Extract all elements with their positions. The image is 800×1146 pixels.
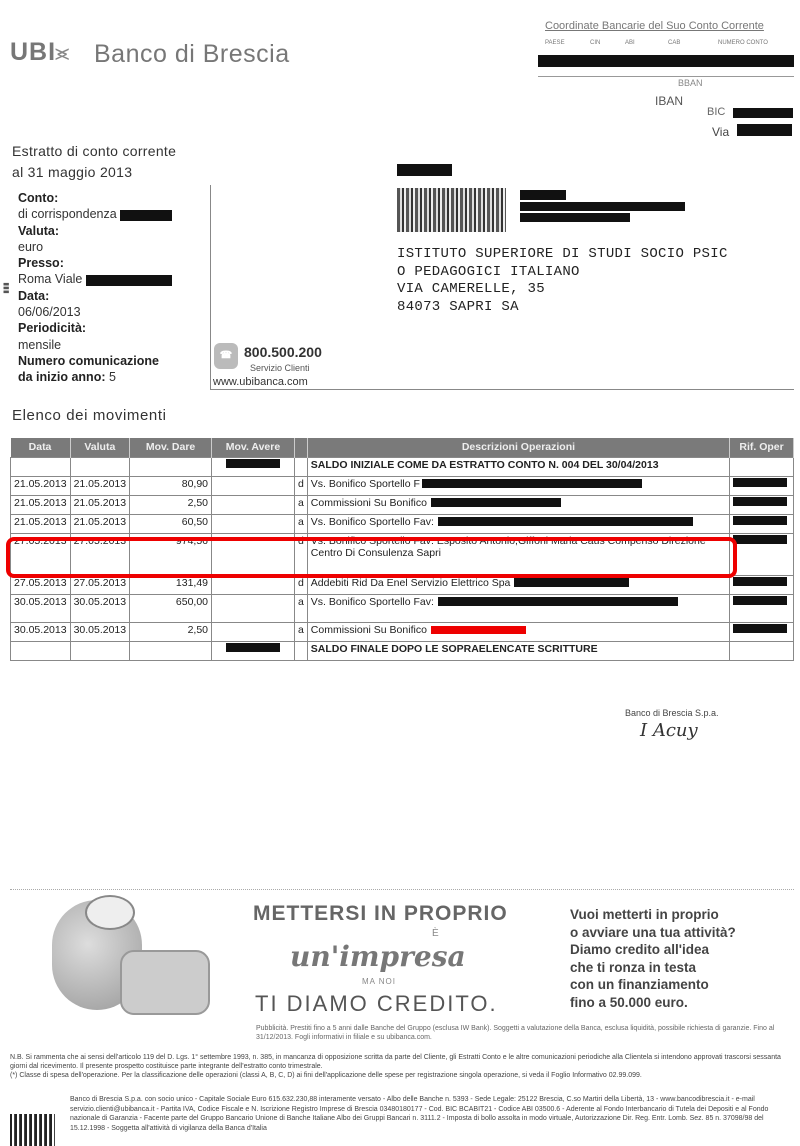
cell-valuta: 30.05.2013 — [70, 594, 130, 622]
address-line: VIA CAMERELLE, 35 — [397, 281, 545, 297]
highlight-box — [6, 537, 737, 578]
cell-data: 30.05.2013 — [11, 622, 71, 641]
ad-line: Diamo credito all'idea — [570, 942, 710, 957]
cell-flag: a — [294, 594, 307, 622]
cell-flag: a — [294, 514, 307, 533]
cell-flag: d — [294, 575, 307, 594]
cell-dare: 2,50 — [130, 622, 212, 641]
cell-flag: a — [294, 622, 307, 641]
qr-code-icon — [10, 1114, 55, 1146]
redacted-opening-balance — [226, 459, 280, 468]
redacted-address-1 — [520, 190, 566, 200]
cell-flag: d — [294, 476, 307, 495]
redacted-presso — [86, 275, 172, 286]
cell-valuta: 27.05.2013 — [70, 575, 130, 594]
field-label-presso: Presso: — [18, 256, 64, 271]
cell-avere — [212, 594, 295, 622]
cell-desc: Commissioni Su Bonifico — [307, 622, 729, 641]
info-bottom-divider — [210, 389, 794, 390]
field-comunicazione-row — [18, 369, 210, 385]
footer-legal: Banco di Brescia S.p.a. con socio unico - Capitale Sociale Euro 615.632.230,88 interamente versato - Albo delle Banche n. 5393 - Sede Legale: 25122 Brescia, C.so Martiri della Libertà, 13 - www.bancodibrescia.it - e-mail servizio.clienti@ubibanca.it - Partita IVA, Codice Fiscale e N. Iscrizione Registro Imprese di Brescia 03480180177 - Cod. BIC BCABIT21 - Codice ABI 03500.6 - Aderente al Fondo Interbancario di Tutela dei Depositi e al Fondo nazionale di Garanzia - Facente parte del Gruppo Bancario Unione di Banche Italiane Albo dei Gruppi Bancari n. 3111.2 - Imposta di bollo assolta in modo virtuale, Autorizzazione Dir. Reg. Entr. Lomb. Sez. 85 n. 37098/98 del 15.12.1998 - Soggetta all'attività di vigilanza della Banca d'Italia — [70, 1096, 769, 1132]
ad-impresa: un'impresa — [290, 940, 466, 973]
account-info — [18, 190, 210, 386]
cell-flag: a — [294, 495, 307, 514]
field-label-conto: Conto: — [18, 191, 59, 205]
table-row — [11, 594, 794, 622]
field-value-periodicita: mensile — [18, 337, 62, 352]
cell-dare: 80,90 — [130, 476, 212, 495]
cell-desc: Vs. Bonifico Sportello Fav: Esposito Antonio,Giffoni Maria Caus Compenso Direzione Centro Di Consulenza Sapri — [307, 533, 729, 575]
barcode-icon — [397, 188, 506, 232]
phone-icon: ☎ — [214, 343, 238, 369]
field-label-data: Data: — [18, 288, 50, 303]
redacted-bban — [538, 55, 794, 67]
note-classe: (*) Classe di spesa dell'operazione. Per la classificazione delle operazioni (classi A, B, C, D) ai fini dell'applicazione delle spese per registrazione singola operazione, si veda il Foglio Informativo 02.99.099. — [10, 1072, 642, 1079]
logo-bank-name: Banco di Brescia — [94, 40, 290, 68]
cell-avere — [212, 476, 295, 495]
ad-fine-print: Pubblicità. Prestiti fino a 5 anni dalle Banche del Gruppo (esclusa IW Bank). Soggetti a valutazione della Banca, esclusa liquidità, possibile richiesta di garanzie. Fino al 31/12/2013. Fogli informativi in filiale e su ubibanca.com. — [256, 1025, 775, 1041]
redacted-rif — [733, 596, 787, 605]
redacted-address-2 — [520, 202, 685, 211]
cell-data: 27.05.2013 — [11, 533, 71, 575]
cell-dare: 60,50 — [130, 514, 212, 533]
coffee-cup-icon — [120, 950, 210, 1015]
ad-headline: METTERSI IN PROPRIO — [253, 902, 508, 925]
redacted-rif — [733, 535, 787, 544]
address-line: O PEDAGOGICI ITALIANO — [397, 263, 580, 280]
cell-data: 27.05.2013 — [11, 575, 71, 594]
bee-wing-icon — [85, 895, 135, 930]
info-divider — [210, 185, 211, 390]
statement-title — [12, 141, 176, 183]
coord-col-cab: CAB — [668, 40, 681, 46]
logo-mark-icon: ⪤ — [55, 40, 70, 65]
cell-desc: Commissioni Su Bonifico — [307, 495, 729, 514]
field-value-conto: di corrispondenza — [18, 206, 210, 222]
cell-valuta: 27.05.2013 — [70, 533, 130, 575]
cell-dare: 131,49 — [130, 575, 212, 594]
redacted-via — [737, 124, 792, 136]
statement-title-line1: Estratto di conto corrente — [12, 143, 177, 159]
cell-desc: Vs. Bonifico Sportello Fav: — [307, 514, 729, 533]
signature: I Acuy — [640, 720, 698, 741]
table-row-opening — [11, 457, 794, 476]
cell-avere — [212, 514, 295, 533]
coord-col-conto: NUMERO CONTO — [718, 40, 768, 46]
service-phone: 800.500.200 — [244, 344, 322, 360]
opening-balance-label: SALDO INIZIALE COME DA ESTRATTO CONTO N. 004 DEL 30/04/2013 — [307, 457, 729, 476]
bic-label: BIC — [707, 106, 726, 118]
cell-data: 21.05.2013 — [11, 495, 71, 514]
ad-line: che ti ronza in testa — [570, 959, 697, 975]
cell-avere — [212, 495, 295, 514]
ad-line: con un finanziamento — [570, 977, 709, 992]
ad-line: Vuoi metterti in proprio — [570, 907, 719, 922]
closing-balance-label: SALDO FINALE DOPO LE SOPRAELENCATE SCRITTURE — [307, 641, 729, 660]
redacted-address-3 — [520, 213, 630, 222]
movements-heading: Elenco dei movimenti — [12, 407, 167, 424]
ad-e: È — [432, 928, 439, 939]
redacted-rif — [733, 516, 787, 525]
service-label: Servizio Clienti — [250, 363, 310, 373]
cell-data: 21.05.2013 — [11, 514, 71, 533]
table-row — [11, 476, 794, 495]
coord-col-paese: PAESE — [545, 40, 565, 46]
field-label-periodicita: Periodicità: — [18, 321, 87, 336]
coord-col-cin: CIN — [590, 40, 601, 46]
col-header-descrizione: Descrizioni Operazioni — [307, 438, 729, 457]
address-line: 84073 SAPRI SA — [397, 298, 519, 315]
cell-data: 21.05.2013 — [11, 476, 71, 495]
ad-diamo: TI DIAMO CREDITO. — [255, 991, 498, 1016]
ad-ma-noi: MA NOI — [362, 977, 397, 986]
redacted-desc — [514, 578, 629, 587]
table-header — [11, 438, 794, 457]
redacted-ref — [397, 164, 452, 176]
cell-valuta: 21.05.2013 — [70, 514, 130, 533]
cell-valuta: 21.05.2013 — [70, 476, 130, 495]
coordinates-title: Coordinate Bancarie del Suo Conto Corrente — [545, 20, 764, 32]
legal-notes — [10, 1053, 794, 1080]
bban-divider — [538, 76, 794, 77]
col-header-rif: Rif. Oper — [730, 438, 794, 457]
table-row-closing — [11, 641, 794, 660]
cell-avere — [212, 622, 295, 641]
via-label: Via — [712, 125, 730, 139]
service-website[interactable]: www.ubibanca.com — [213, 376, 308, 388]
redacted-desc — [438, 597, 678, 606]
cell-dare: 2,50 — [130, 495, 212, 514]
col-header-data: Data — [11, 438, 71, 457]
cell-flag: d — [294, 533, 307, 575]
table-row — [11, 514, 794, 533]
ad-line: o avviare una tua attività? — [570, 924, 736, 940]
table-row — [11, 495, 794, 514]
address-line: ISTITUTO SUPERIORE DI STUDI SOCIO PSIC — [397, 246, 728, 262]
field-label-inizio-anno: da inizio anno: — [18, 370, 106, 385]
col-header-avere: Mov. Avere — [212, 438, 295, 457]
field-value-comunicazione: 5 — [108, 370, 116, 385]
cell-desc: Vs. Bonifico Sportello F — [307, 476, 729, 495]
redacted-rif — [733, 478, 787, 487]
cell-dare: 650,00 — [130, 594, 212, 622]
col-header-dare: Mov. Dare — [130, 438, 212, 457]
field-label-valuta: Valuta: — [18, 223, 59, 238]
field-value-data: 06/06/2013 — [18, 305, 81, 320]
redacted-closing-balance — [226, 643, 280, 652]
cell-valuta: 21.05.2013 — [70, 495, 130, 514]
cell-valuta: 30.05.2013 — [70, 622, 130, 641]
statement-title-line2: al 31 maggio 2013 — [12, 164, 133, 180]
redacted-desc — [422, 479, 642, 488]
redacted-desc — [438, 517, 693, 526]
redacted-rif — [733, 497, 787, 506]
signature-bank: Banco di Brescia S.p.a. — [625, 708, 719, 718]
cell-data: 30.05.2013 — [11, 594, 71, 622]
redacted-rif — [733, 624, 787, 633]
side-tag: ▮▮▮ — [2, 282, 10, 294]
logo-ubi: UBI — [10, 38, 57, 66]
field-value-presso: Roma Viale — [18, 271, 210, 287]
note-nb: N.B. Si rammenta che ai sensi dell'articolo 119 del D. Lgs. 1° settembre 1993, n. 385, in mancanza di opposizione scritta da parte del Cliente, gli Estratti Conto e le altre comunicazioni periodiche alla Clientela si intendono approvati trascorsi sessanta giorni dal ricevimento. Il presente prospetto costituisce parte integrante dell'estratto conto trimestrale. — [10, 1054, 781, 1070]
cell-desc: Addebiti Rid Da Enel Servizio Elettrico Spa — [307, 575, 729, 594]
coord-col-abi: ABI — [625, 40, 635, 46]
cell-desc: Vs. Bonifico Sportello Fav: — [307, 594, 729, 622]
col-header-valuta: Valuta — [70, 438, 130, 457]
ad-right-text — [570, 906, 736, 1011]
field-label-comunicazione: Numero comunicazione — [18, 353, 159, 368]
redacted-rif — [733, 577, 787, 586]
field-value-valuta: euro — [18, 239, 44, 254]
cell-dare: 974,56 — [130, 533, 212, 575]
redacted-desc-red — [431, 626, 526, 634]
redacted-desc — [431, 498, 561, 507]
col-header-flag — [294, 438, 307, 457]
redacted-bic — [733, 108, 793, 118]
recipient-address — [397, 246, 728, 316]
redacted-conto — [120, 210, 172, 221]
bban-label: BBAN — [678, 78, 703, 88]
ad-line: fino a 50.000 euro. — [570, 994, 688, 1010]
iban-label: IBAN — [655, 94, 684, 108]
table-row — [11, 622, 794, 641]
